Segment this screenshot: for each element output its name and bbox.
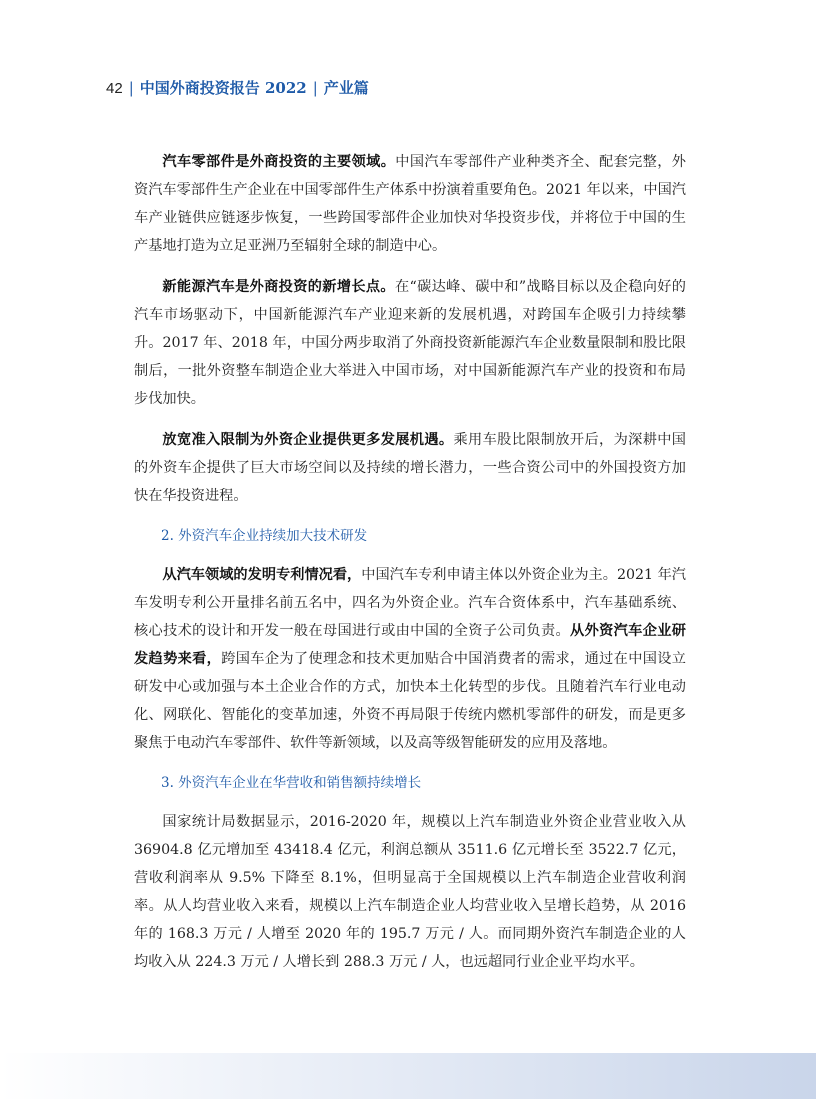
paragraph-text: 国家统计局数据显示，2016-2020 年，规模以上汽车制造业外资企业营业收入从 36904.8 亿元增加至 43418.4 亿元，利润总额从 3511.6 亿元增长至 3522.7 亿元，营收利润率从 9.5% 下降至 8.1%，但明显高于全国规模以上汽车制造企业营收利润率。从人均营业收入来看，规模以上汽车制造企业人均营业收入呈增长趋势，从 2016 年的 168.3 万元 / 人增至 2020 年的 195.7 万元 / 人。而同期外资汽车制造企业的人均收入从 224.3 万元 / 人增长到 288.3 万元 / 人，也远超同行业企业平均水平。 <box>134 814 686 970</box>
paragraph-lead: 新能源汽车是外商投资的新增长点。 <box>162 279 395 295</box>
paragraph-new-energy <box>134 273 686 413</box>
paragraph-statistics <box>134 808 686 976</box>
report-title: 中国外商投资报告 2022 <box>139 79 307 97</box>
paragraph-lead: 放宽准入限制为外资企业提供更多发展机遇。 <box>162 432 454 448</box>
page-body <box>134 148 686 989</box>
paragraph-lead-2: 从外资汽车企业研发趋势来看， <box>134 623 686 667</box>
paragraph-lead: 汽车零部件是外商投资的主要领域。 <box>162 154 396 170</box>
paragraph-market-access <box>134 426 686 510</box>
subheading-revenue: 3. 外资汽车企业在华营收和销售额持续增长 <box>161 775 422 791</box>
paragraph-patents <box>134 561 686 757</box>
subheading-rd: 2. 外资汽车企业持续加大技术研发 <box>161 528 368 544</box>
header-divider-2: | <box>312 79 318 97</box>
page-number: 42 <box>106 80 123 97</box>
footer-gradient-band <box>0 1053 816 1099</box>
paragraph-text: 乘用车股比限制放开后，为深耕中国的外资车企提供了巨大市场空间以及持续的增长潜力，一些合资公司中的外国投资方加快在华投资进程。 <box>134 432 686 504</box>
paragraph-text-2: 跨国车企为了使理念和技术更加贴合中国消费者的需求，通过在中国设立研发中心或加强与本土企业合作的方式，加快本土化转型的步伐。且随着汽车行业电动化、网联化、智能化的变革加速，外资不再局限于传统内燃机零部件的研发，而是更多聚焦于电动汽车零部件、软件等新领域，以及高等级智能研发的应用及落地。 <box>134 651 686 751</box>
paragraph-text: 中国汽车零部件产业种类齐全、配套完整，外资汽车零部件生产企业在中国零部件生产体系中扮演着重要角色。2021 年以来，中国汽车产业链供应链逐步恢复，一些跨国零部件企业加快对华投资步伐，并将位于中国的生产基地打造为立足亚洲乃至辐射全球的制造中心。 <box>134 154 686 254</box>
paragraph-auto-parts <box>134 148 686 260</box>
header-divider: | <box>128 79 134 97</box>
paragraph-text: 中国汽车专利申请主体以外资企业为主。2021 年汽车发明专利公开量排名前五名中，四名为外资企业。汽车合资体系中，汽车基础系统、核心技术的设计和开发一般在母国进行或由中国的全资子公司负责。 <box>134 567 686 639</box>
paragraph-text: 在“碳达峰、碳中和”战略目标以及企稳向好的汽车市场驱动下，中国新能源汽车产业迎来新的发展机遇，对跨国车企吸引力持续攀升。2017 年、2018 年，中国分两步取消了外商投资新能源汽车企业数量限制和股比限制后，一批外资整车制造企业大举进入中国市场，对中国新能源汽车产业的投资和布局步伐加快。 <box>134 279 686 407</box>
section-title: 产业篇 <box>323 79 369 97</box>
paragraph-lead: 从汽车领域的发明专利情况看， <box>162 567 362 583</box>
page-header <box>106 76 369 101</box>
